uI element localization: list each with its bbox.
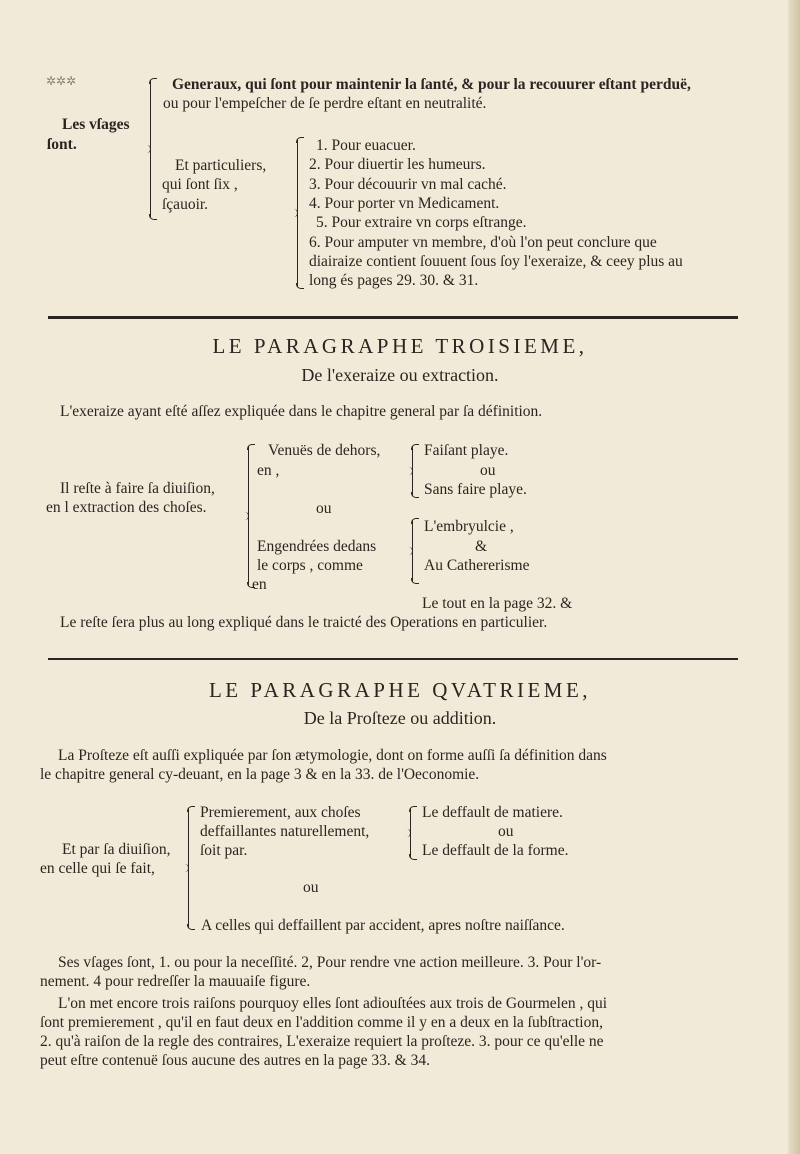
items-brace [297, 139, 298, 287]
engendrees-label: Engendrées dedans [257, 538, 377, 555]
embryulcie: L'embryulcie , [424, 518, 514, 535]
defect-brace [410, 808, 411, 858]
wound-brace [412, 446, 413, 496]
general-uses-line-1: Generaux, qui ſont pour maintenir la ſanté, & pour la recouurer eſtant perduë, [172, 76, 691, 93]
premierement-2: deffaillantes naturellement, [200, 823, 370, 840]
section-rule [48, 316, 738, 319]
page-edge [788, 0, 800, 1154]
venues-label: Venuës de dehors, [268, 442, 381, 459]
section3-reste: Le reſte ſera plus au long expliqué dans le traicté des Operations en particulier. [60, 614, 548, 631]
particuliers-label-3: ſçauoir. [162, 196, 209, 213]
reasons-line-1: L'on met encore trois raiſons pourquoy elles ſont adiouſtées aux trois de Gourmelen , qui [58, 995, 608, 1012]
section4-p1-line1: La Proſteze eſt auſſi expliquée par ſon ætymologie, dont on forme auſſi ſa définition dans [58, 747, 607, 764]
section4-p1-line2: le chapitre general cy-deuant, en la page 3 & en la 33. de l'Oeconomie. [40, 766, 480, 783]
or-label: ou [316, 500, 332, 517]
or-prosteze: ou [303, 879, 319, 896]
general-uses-line-2: ou pour l'empeſcher de ſe perdre eſtant en neutralité. [163, 95, 487, 112]
engendrees-label-3: en [252, 576, 267, 593]
or-defect: ou [498, 823, 514, 840]
premierement: Premierement, aux choſes [200, 804, 361, 821]
division-label-2: en l extraction des choſes. [46, 499, 207, 516]
prosteze-division-2: en celle qui ſe fait, [40, 860, 155, 877]
engendrees-label-2: le corps , comme [257, 557, 363, 574]
particuliers-label-2: qui ſont ſix , [162, 176, 238, 193]
reasons-line-2: ſont premierement , qu'il en faut deux en l'addition comme il y en a deux en la ſubſtraction, [40, 1014, 603, 1031]
section3-heading: LE PARAGRAPHE TROISIEME, [212, 334, 588, 358]
sont-label: ſont. [47, 136, 77, 153]
section4-subheading: De la Proſteze ou addition. [303, 708, 497, 728]
item-6: 6. Pour amputer vn membre, d'où l'on peut conclure que [309, 234, 657, 251]
venues-en: en , [257, 462, 280, 479]
extraction-brace [248, 446, 249, 586]
reasons-line-4: peut eſtre contenuë ſous aucune des autres en la page 33. & 34. [40, 1052, 430, 1069]
usages-line-1: Ses vſages ſont, 1. ou pour la neceſſité. 2, Pour rendre vne action meilleure. 3. Pour l'or- [58, 954, 602, 971]
prosteze-brace [188, 808, 189, 928]
faisant-playe: Faiſant playe. [424, 442, 509, 459]
uses-brace [150, 80, 151, 218]
margin-ornament: ✲✲✲ [46, 74, 77, 88]
accident-line: A celles qui deffaillent par accident, apres noſtre naiſſance. [201, 917, 565, 934]
and-symbol: & [475, 538, 488, 555]
particuliers-label: Et particuliers, [175, 157, 267, 174]
inner-brace [412, 520, 413, 582]
reasons-line-3: 2. qu'à raiſon de la regle des contraires, L'exeraize requiert la proſteze. 3. pour ce qu'elle ne [40, 1033, 604, 1050]
division-label-1: Il reſte à faire ſa diuiſion, [60, 480, 215, 497]
page-reference: Le tout en la page 32. & [422, 595, 573, 612]
usages-line-2: nement. 4 pour redreſſer la mauuaiſe figure. [40, 973, 311, 990]
item-4: 4. Pour porter vn Medicament. [309, 195, 500, 212]
section3-intro: L'exeraize ayant eſté aſſez expliquée dans le chapitre general par ſa définition. [60, 403, 543, 420]
premierement-3: ſoit par. [200, 842, 248, 859]
or-wound: ou [480, 462, 496, 479]
les-vsages-label: Les vſages [62, 116, 130, 133]
item-3: 3. Pour découurir vn mal caché. [309, 176, 507, 193]
item-6-cont: diairaize contient ſouuent ſous ſoy l'exeraize, & ceey plus au [309, 253, 683, 270]
section-rule-2 [48, 658, 738, 660]
deffault-forme: Le deffault de la forme. [422, 842, 569, 859]
item-5: 5. Pour extraire vn corps eſtrange. [316, 214, 527, 231]
section4-heading: LE PARAGRAPHE QVATRIEME, [208, 678, 592, 702]
section3-subheading: De l'exeraize ou extraction. [301, 365, 499, 385]
sans-playe: Sans faire playe. [424, 481, 527, 498]
item-1: 1. Pour euacuer. [316, 137, 416, 154]
prosteze-division-1: Et par ſa diuiſion, [62, 841, 171, 858]
item-6-pages: long és pages 29. 30. & 31. [309, 272, 479, 289]
deffault-matiere: Le deffault de matiere. [422, 804, 563, 821]
item-2: 2. Pour diuertir les humeurs. [309, 156, 486, 173]
cathererisme: Au Cathererisme [424, 557, 530, 574]
